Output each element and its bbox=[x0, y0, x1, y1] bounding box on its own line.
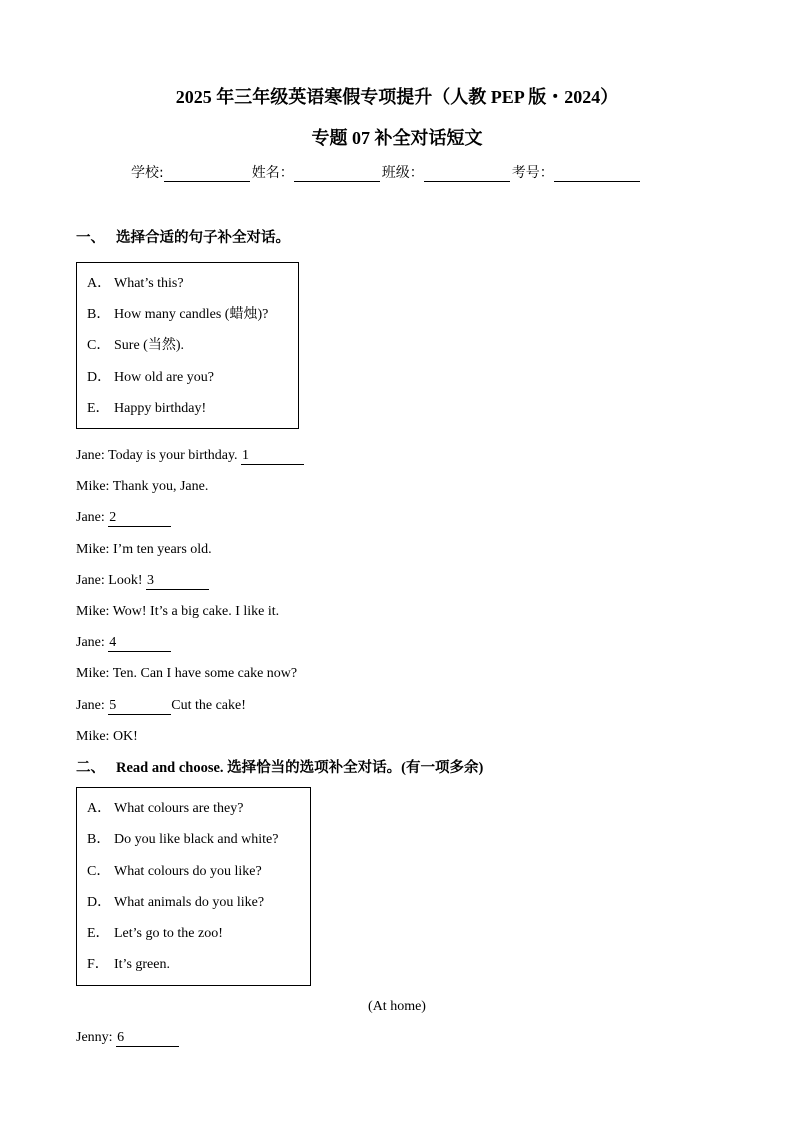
option-d: D． How old are you? bbox=[87, 370, 214, 385]
dialogue-line: Jenny: 6 bbox=[76, 1029, 179, 1047]
dialogue-line: Mike: Thank you, Jane. bbox=[76, 479, 209, 494]
answer-blank-1[interactable]: 1 bbox=[241, 448, 304, 465]
school-field[interactable] bbox=[164, 163, 250, 182]
section-1-heading bbox=[76, 228, 290, 248]
section-2-heading bbox=[76, 758, 483, 778]
page-subtitle: 专题 07 补全对话短文 bbox=[311, 128, 483, 148]
name-field[interactable] bbox=[294, 163, 380, 182]
dialogue-line: Jane: 5 Cut the cake! bbox=[76, 698, 246, 713]
school-label: 学校: bbox=[131, 165, 164, 181]
section-1-options-box bbox=[76, 262, 299, 429]
option-c: C． Sure (当然). bbox=[87, 338, 184, 353]
option-a: A． What colours are they? bbox=[87, 801, 244, 816]
answer-blank-2[interactable]: 2 bbox=[108, 510, 171, 527]
exam-number-field[interactable] bbox=[554, 163, 640, 182]
dialogue-line: Jane: Today is your birthday. 1 bbox=[76, 447, 304, 465]
answer-blank-6[interactable]: 6 bbox=[116, 1030, 179, 1047]
answer-blank-4[interactable]: 4 bbox=[108, 635, 171, 652]
dialogue-line: Jane: Look! 3 bbox=[76, 572, 209, 590]
dialogue-line: Mike: Wow! It’s a big cake. I like it. bbox=[76, 604, 280, 619]
option-a: A． What’s this? bbox=[87, 276, 184, 291]
name-label: 姓名： bbox=[251, 165, 294, 181]
dialogue-line: Mike: I’m ten years old. bbox=[76, 542, 212, 557]
answer-blank-5[interactable]: 5 bbox=[108, 698, 171, 715]
class-label: 班级： bbox=[381, 165, 424, 181]
exam-number-label: 考号： bbox=[511, 165, 554, 181]
dialogue-line: Mike: Ten. Can I have some cake now? bbox=[76, 666, 298, 681]
dialogue-line: Jane: 2 bbox=[76, 509, 171, 527]
section-1-title: 选择合适的句子补全对话。 bbox=[116, 230, 290, 246]
option-b: B． How many candles (蜡烛)? bbox=[87, 307, 269, 322]
dialogue-line: Mike: OK! bbox=[76, 729, 138, 744]
student-info-row bbox=[131, 163, 642, 183]
option-e: E． Let’s go to the zoo! bbox=[87, 926, 223, 941]
class-field[interactable] bbox=[424, 163, 510, 182]
scene-note: (At home) bbox=[368, 999, 426, 1014]
section-2-title: Read and choose. 选择恰当的选项补全对话。(有一项多余) bbox=[116, 760, 484, 776]
dialogue-line: Jane: 4 bbox=[76, 634, 171, 652]
option-f: F． It’s green. bbox=[87, 957, 170, 972]
option-e: E． Happy birthday! bbox=[87, 401, 207, 416]
page-title: 2025 年三年级英语寒假专项提升（人教 PEP 版・2024） bbox=[175, 87, 619, 107]
option-d: D． What animals do you like? bbox=[87, 895, 265, 910]
section-2-options-box bbox=[76, 787, 311, 986]
section-2-number: 二、 bbox=[76, 760, 105, 776]
section-1-number: 一、 bbox=[76, 230, 105, 246]
answer-blank-3[interactable]: 3 bbox=[146, 573, 209, 590]
option-b: B． Do you like black and white? bbox=[87, 832, 279, 847]
option-c: C． What colours do you like? bbox=[87, 864, 262, 879]
